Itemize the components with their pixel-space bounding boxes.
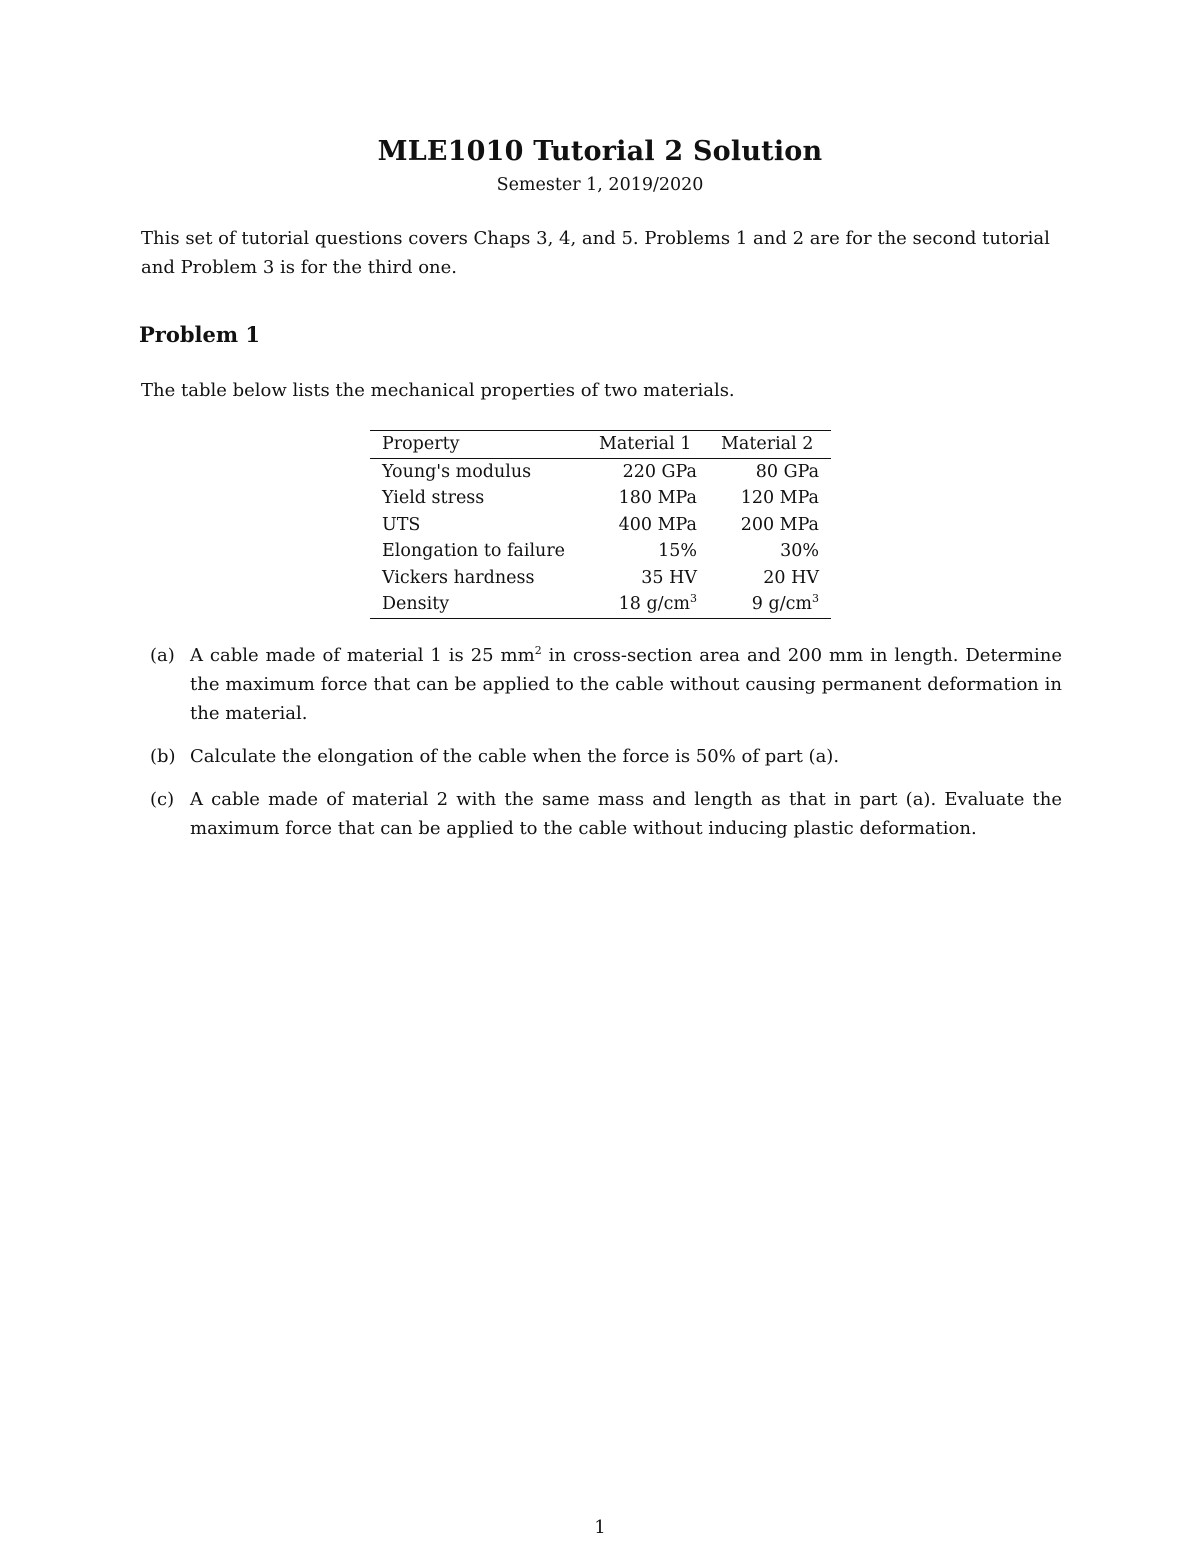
table-row	[370, 485, 831, 512]
cell-property: Yield stress	[382, 488, 485, 509]
density-value-1: 18 g/cm	[618, 594, 690, 615]
cell-material-1: 35 HV	[641, 567, 697, 588]
part-label: (a)	[150, 645, 175, 666]
density-exponent: 3	[689, 592, 697, 606]
cell-property: Young's modulus	[382, 461, 532, 482]
density-exponent: 3	[812, 592, 819, 606]
part-b	[150, 742, 1062, 771]
table-row	[370, 538, 831, 565]
table-row	[370, 591, 831, 618]
cell-material-2: 200 MPa	[740, 514, 819, 535]
part-text-main: Calculate the elongation of the cable when the force is 50% of part (a).	[190, 746, 840, 767]
cell-material-2: 120 MPa	[740, 488, 819, 509]
part-label: (b)	[150, 746, 176, 767]
problem-parts	[150, 641, 1062, 857]
table-row	[370, 512, 831, 539]
problem-heading: Problem 1	[139, 322, 261, 347]
page-number: 1	[594, 1517, 606, 1538]
cell-property: Elongation to failure	[382, 541, 566, 562]
cell-material-2: 30%	[780, 541, 819, 562]
header-property: Property	[370, 431, 587, 459]
part-text	[190, 785, 1062, 843]
cell-material-1: 15%	[658, 541, 697, 562]
document-subtitle: Semester 1, 2019/2020	[496, 175, 704, 195]
part-label: (c)	[150, 789, 175, 810]
cell-material-1: 400 MPa	[618, 514, 697, 535]
header-material-2: Material 2	[709, 431, 831, 459]
part-superscript: 2	[534, 644, 542, 657]
cell-material-1: 220 GPa	[622, 461, 697, 482]
header-material-1: Material 1	[587, 431, 709, 459]
table-header-row	[370, 431, 831, 459]
part-text	[190, 641, 1062, 728]
cell-material-2: 80 GPa	[755, 461, 819, 482]
part-c	[150, 785, 1062, 843]
intro-paragraph: This set of tutorial questions covers Chaps 3, 4, and 5. Problems 1 and 2 are for the second tutorial and Problem 3 is for the third one.	[141, 228, 1050, 278]
part-text-rest: in cross-section area and 200 mm in length. Determine the maximum force that can be applied to the cable without causing permanent deformation in the material.	[190, 645, 1062, 724]
cell-property: Vickers hardness	[382, 567, 535, 588]
part-text	[190, 742, 1062, 771]
cell-material-2	[709, 591, 831, 618]
part-text-main: A cable made of material 2 with the same mass and length as that in part (a). Evaluate the maximum force that can be applied to the cable without inducing plastic deformation.	[190, 789, 1062, 839]
density-value-2: 9 g/cm	[751, 594, 812, 615]
cell-material-1	[587, 591, 709, 618]
part-a	[150, 641, 1062, 728]
part-text-main: A cable made of material 1 is 25 mm	[190, 645, 535, 666]
cell-material-1: 180 MPa	[618, 488, 697, 509]
cell-property: Density	[382, 594, 450, 615]
table-row	[370, 458, 831, 485]
table-intro-text: The table below lists the mechanical properties of two materials.	[141, 380, 735, 401]
table-row	[370, 565, 831, 592]
cell-property: UTS	[382, 514, 421, 535]
properties-table	[370, 430, 831, 619]
document-title: MLE1010 Tutorial 2 Solution	[377, 136, 823, 167]
cell-material-2: 20 HV	[763, 567, 819, 588]
